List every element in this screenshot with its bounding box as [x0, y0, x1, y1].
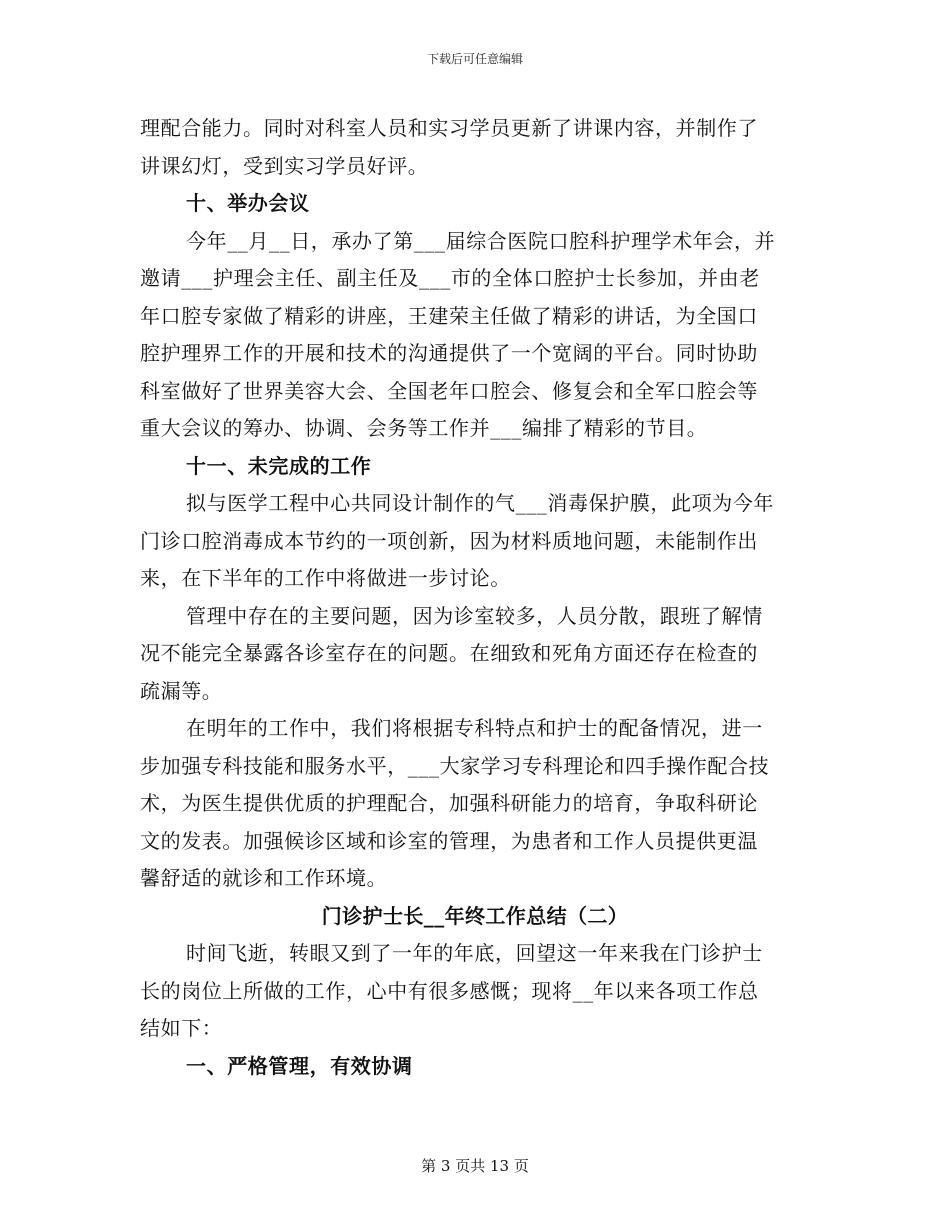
paragraph-line: 重大会议的筹办、协调、会务等工作并___编排了精彩的节目。 — [140, 416, 708, 440]
paragraph-line: 疏漏等。 — [140, 678, 223, 703]
paragraph-line: 今年__月__日，承办了第___届综合医院口腔科护理学术年会，并 — [186, 228, 776, 253]
paragraph-line: 文的发表。加强候诊区域和诊室的管理，为患者和工作人员提供更温 — [140, 828, 758, 853]
paragraph-line: 科室做好了世界美容大会、全国老年口腔会、修复会和全军口腔会等 — [140, 378, 758, 403]
section-heading: 十一、未完成的工作 — [186, 453, 372, 478]
page-footer: 第 3 页共 13 页 — [421, 1157, 529, 1175]
paragraph-line: 理配合能力。同时对科室人员和实习学员更新了讲课内容，并制作了 — [140, 116, 758, 140]
paragraph-line: 管理中存在的主要问题，因为诊室较多，人员分散，跟班了解情 — [186, 603, 763, 628]
paragraph-line: 拟与医学工程中心共同设计制作的气___消毒保护膜，此项为今年 — [186, 491, 774, 515]
paragraph-line: 在明年的工作中，我们将根据专科特点和护士的配备情况，进一 — [186, 716, 763, 740]
paragraph-line: 讲课幻灯，受到实习学员好评。 — [140, 153, 429, 178]
paragraph-line: 馨舒适的就诊和工作环境。 — [140, 866, 388, 890]
page-header: 下载后可任意编辑 — [426, 52, 523, 66]
paragraph-line: 步加强专科技能和服务水平，___大家学习专科理论和四手操作配合技 — [140, 753, 770, 778]
paragraph-line: 结如下： — [140, 1016, 223, 1040]
paragraph-line: 况不能完全暴露各诊室存在的问题。在细致和死角方面还存在检查的 — [140, 641, 758, 665]
paragraph-line: 邀请___护理会主任、副主任及___市的全体口腔护士长参加，并由老 — [140, 266, 760, 290]
document-body — [140, 110, 810, 1085]
paragraph-line: 长的岗位上所做的工作，心中有很多感慨；现将__年以来各项工作总 — [140, 978, 759, 1003]
paragraph-line: 时间飞逝，转眼又到了一年的年底，回望这一年来我在门诊护士 — [186, 941, 763, 965]
paragraph-line: 来，在下半年的工作中将做进一步讨论。 — [140, 566, 511, 590]
paragraph-line: 术，为医生提供优质的护理配合，加强科研能力的培育，争取科研论 — [140, 791, 758, 815]
paragraph-line: 门诊口腔消毒成本节约的一项创新，因为材料质地问题，未能制作出 — [140, 528, 758, 553]
paragraph-line: 腔护理界工作的开展和技术的沟通提供了一个宽阔的平台。同时协助 — [140, 341, 758, 365]
paragraph-line: 年口腔专家做了精彩的讲座，王建荣主任做了精彩的讲话，为全国口 — [140, 303, 758, 328]
section-heading: 十、举办会议 — [186, 191, 310, 215]
section-heading: 一、严格管理，有效协调 — [186, 1053, 413, 1078]
document-title: 门诊护士长__年终工作总结（二） — [321, 903, 629, 928]
